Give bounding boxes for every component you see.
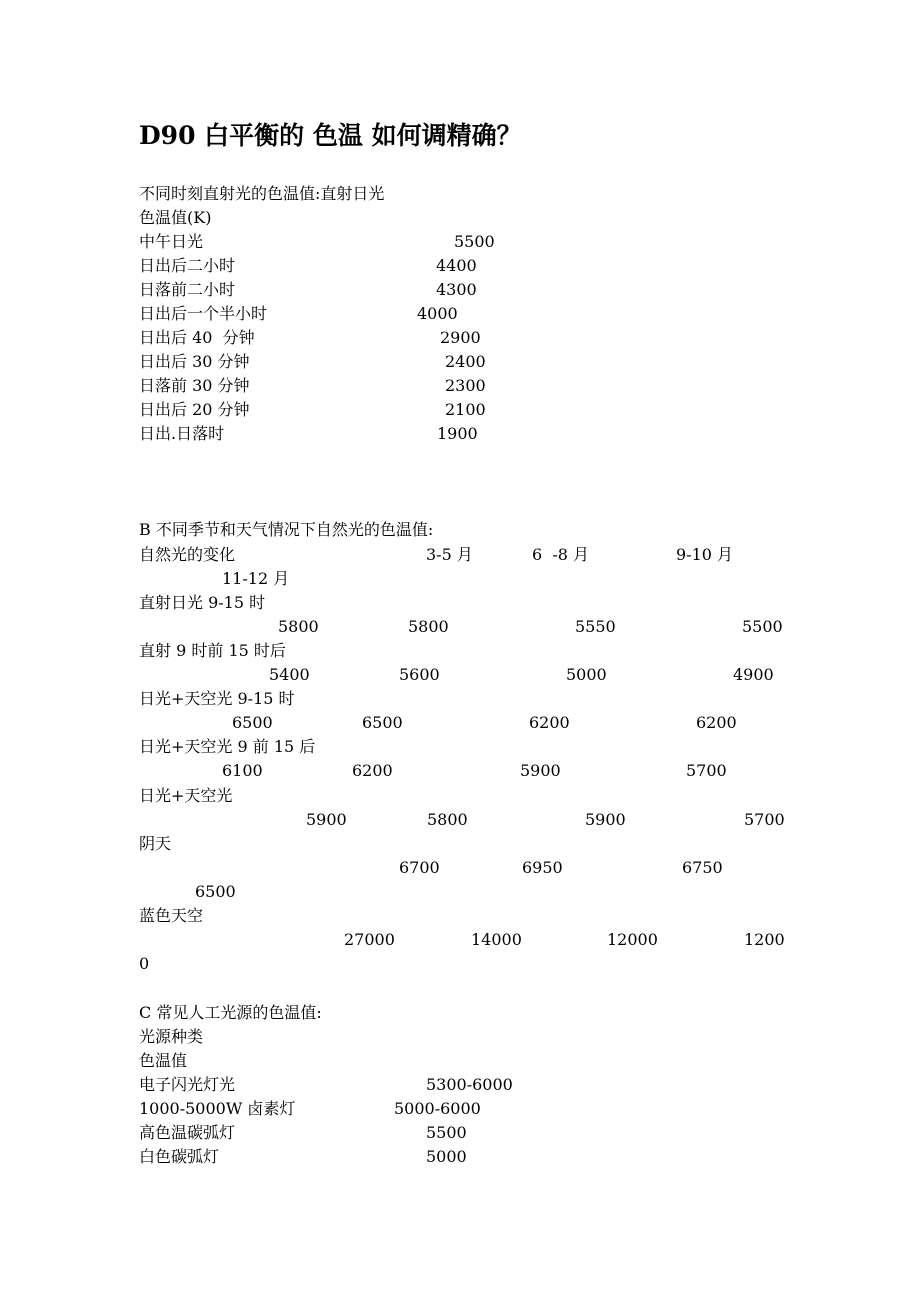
row-value: 1900: [437, 424, 478, 443]
row-label: 白色碳弧灯: [139, 1147, 220, 1166]
row-value: 14000: [471, 930, 522, 949]
column-header: 光源种类: [139, 1027, 204, 1046]
row-value: 5900: [520, 761, 561, 780]
row-value: 5800: [427, 810, 468, 829]
row-value: 4300: [436, 280, 477, 299]
row-label: 阴天: [139, 834, 172, 853]
row-value: 6200: [529, 713, 570, 732]
row-label: 日落前二小时: [139, 280, 236, 299]
row-label: 日出后一个半小时: [139, 304, 268, 323]
row-value: 2300: [445, 376, 486, 395]
row-value: 2900: [440, 328, 481, 347]
row-value: 5700: [686, 761, 727, 780]
row-label: 高色温碳弧灯: [139, 1123, 236, 1142]
row-value: 2100: [445, 400, 486, 419]
row-value: 5900: [306, 810, 347, 829]
row-value: 5000: [566, 665, 607, 684]
row-value: 27000: [344, 930, 395, 949]
section-a-heading: 不同时刻直射光的色温值:直射日光: [139, 184, 385, 203]
row-value: 5700: [744, 810, 785, 829]
row-value: 4000: [417, 304, 458, 323]
row-value: 6200: [352, 761, 393, 780]
row-value: 5800: [278, 617, 319, 636]
row-label: 中午日光: [139, 232, 204, 251]
row-value: 5500: [742, 617, 783, 636]
row-value: 6500: [362, 713, 403, 732]
row-value: 5400: [269, 665, 310, 684]
column-header: 色温值: [139, 1051, 188, 1070]
row-label: 日出后二小时: [139, 256, 236, 275]
row-label: 日落前 30 分钟: [139, 376, 250, 395]
row-label: 日出后 40 分钟: [139, 328, 255, 347]
row-label: 日出.日落时: [139, 424, 225, 443]
month-header: 9-10 月: [676, 545, 734, 564]
row-value: 0: [139, 954, 150, 973]
row-value: 5000-6000: [394, 1099, 481, 1118]
row-value: 6750: [682, 858, 723, 877]
header-label: 自然光的变化: [139, 545, 236, 564]
month-header: 6 -8 月: [532, 545, 590, 564]
row-value: 6500: [232, 713, 273, 732]
row-value: 5000: [426, 1147, 467, 1166]
row-value: 2400: [445, 352, 486, 371]
row-label: 日出后 20 分钟: [139, 400, 250, 419]
row-value: 4400: [436, 256, 477, 275]
row-label: 蓝色天空: [139, 906, 204, 925]
row-value: 5550: [575, 617, 616, 636]
row-value: 5600: [399, 665, 440, 684]
row-label: 日出后 30 分钟: [139, 352, 250, 371]
row-label: 日光+天空光 9 前 15 后: [139, 737, 316, 756]
row-label: 1000-5000W 卤素灯: [139, 1099, 296, 1118]
row-value: 5500: [426, 1123, 467, 1142]
row-value: 4900: [733, 665, 774, 684]
row-value: 6700: [399, 858, 440, 877]
row-value: 6500: [195, 882, 236, 901]
row-value: 5800: [408, 617, 449, 636]
row-label: 日光+天空光 9-15 时: [139, 689, 295, 708]
row-value: 6100: [222, 761, 263, 780]
row-label: 日光+天空光: [139, 786, 233, 805]
section-b-heading: B 不同季节和天气情况下自然光的色温值:: [139, 520, 434, 539]
row-value: 5900: [585, 810, 626, 829]
page-title: D90 白平衡的 色温 如何调精确？: [139, 121, 522, 150]
row-value: 5500: [454, 232, 495, 251]
month-header: 3-5 月: [426, 545, 473, 564]
row-label: 电子闪光灯光: [139, 1075, 236, 1094]
row-value: 5300-6000: [426, 1075, 513, 1094]
row-value: 6950: [522, 858, 563, 877]
row-label: 直射 9 时前 15 时后: [139, 641, 286, 660]
section-c-heading: C 常见人工光源的色温值:: [139, 1003, 322, 1022]
month-header: 11-12 月: [222, 569, 290, 588]
section-a-subheading: 色温值(K): [139, 208, 212, 227]
row-value: 1200: [744, 930, 785, 949]
row-value: 6200: [696, 713, 737, 732]
row-label: 直射日光 9-15 时: [139, 593, 266, 612]
row-value: 12000: [607, 930, 658, 949]
